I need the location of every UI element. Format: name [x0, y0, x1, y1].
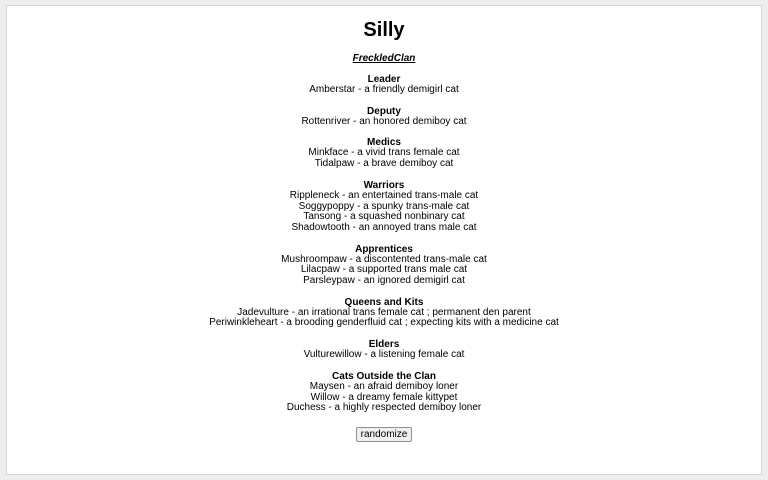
section-queens-and-kits: [7, 297, 761, 329]
member-line: Soggypoppy - a spunky trans-male cat: [298, 200, 470, 212]
member-line: Willow - a dreamy female kittypet: [310, 391, 458, 403]
clan-name: FreckledClan: [352, 53, 416, 64]
section-heading: Queens and Kits: [344, 296, 424, 308]
section-deputy: [7, 106, 761, 128]
member-line: Parsleypaw - an ignored demigirl cat: [303, 275, 465, 287]
section-heading: Cats Outside the Clan: [332, 370, 436, 382]
member-line: Tidalpaw - a brave demiboy cat: [314, 158, 454, 170]
member-line: Vulturewillow - a listening female cat: [303, 349, 465, 361]
member-line: Shadowtooth - an annoyed trans male cat: [291, 221, 477, 233]
member-line: Lilacpaw - a supported trans male cat: [300, 264, 468, 276]
page-title: Silly: [363, 19, 405, 41]
section-apprentices: [7, 244, 761, 287]
member-line: Minkface - a vivid trans female cat: [308, 147, 460, 159]
member-line: Amberstar - a friendly demigirl cat: [309, 84, 459, 95]
section-warriors: [7, 180, 761, 234]
member-line: Rottenriver - an honored demiboy cat: [301, 115, 467, 127]
member-line: Rippleneck - an entertained trans-male cat: [289, 189, 479, 201]
member-line: Tansong - a squashed nonbinary cat: [303, 211, 465, 223]
section-outside-clan: [7, 371, 761, 414]
button-row: [7, 424, 761, 442]
clan-sections: [7, 74, 761, 414]
main-panel: [6, 5, 762, 475]
section-heading: Leader: [367, 74, 401, 85]
section-heading: Elders: [368, 339, 400, 351]
member-line: Mushroompaw - a discontented trans-male cat: [281, 253, 487, 265]
section-heading: Apprentices: [355, 243, 413, 255]
section-heading: Deputy: [367, 105, 401, 117]
section-elders: [7, 339, 761, 361]
member-line: Duchess - a highly respected demiboy loner: [286, 402, 482, 414]
member-line: Periwinkleheart - a brooding genderfluid cat ; expecting kits with a medicine cat: [209, 317, 559, 329]
section-medics: [7, 137, 761, 169]
randomize-button[interactable]: randomize: [356, 427, 413, 442]
member-line: Maysen - an afraid demiboy loner: [309, 380, 459, 392]
section-leader: [7, 74, 761, 96]
section-heading: Medics: [367, 137, 401, 149]
member-line: Jadevulture - an irrational trans female cat ; permanent den parent: [237, 306, 531, 318]
section-heading: Warriors: [363, 179, 405, 191]
